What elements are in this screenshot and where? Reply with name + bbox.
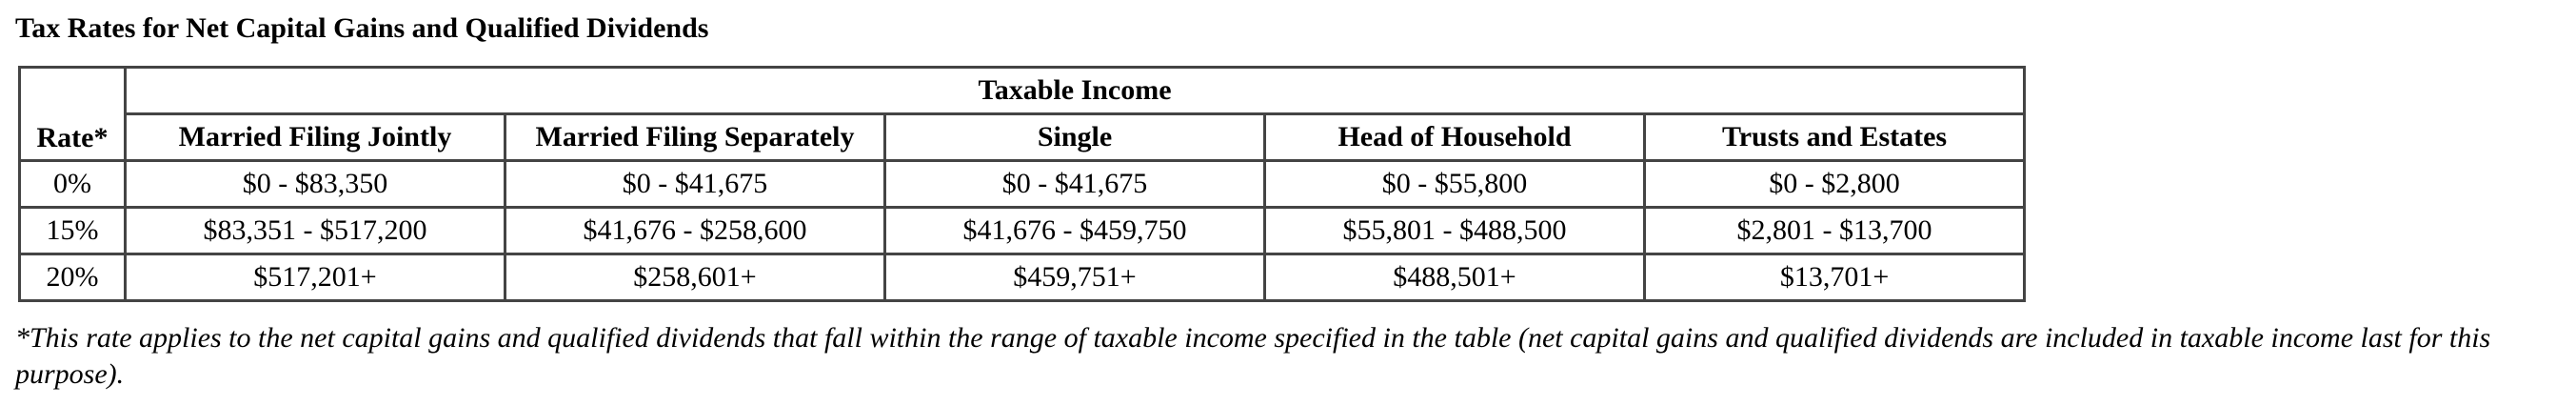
table-cell: $0 - $83,350 bbox=[126, 161, 505, 208]
page-title: Tax Rates for Net Capital Gains and Qualified Dividends bbox=[15, 12, 709, 44]
table-cell: $258,601+ bbox=[505, 254, 885, 301]
rate-cell: 15% bbox=[20, 208, 126, 254]
table-row bbox=[20, 208, 2025, 254]
table-cell: $41,676 - $258,600 bbox=[505, 208, 885, 254]
table-cell: $13,701+ bbox=[1645, 254, 2025, 301]
table-cell: $55,801 - $488,500 bbox=[1265, 208, 1645, 254]
table-row bbox=[20, 161, 2025, 208]
tax-rates-table bbox=[18, 66, 2026, 302]
table-cell: $41,676 - $459,750 bbox=[885, 208, 1265, 254]
rate-cell: 0% bbox=[20, 161, 126, 208]
column-header-trusts-and-estates: Trusts and Estates bbox=[1645, 114, 2025, 161]
header-row-columns bbox=[20, 114, 2025, 161]
column-header-single: Single bbox=[885, 114, 1265, 161]
table-cell: $459,751+ bbox=[885, 254, 1265, 301]
table-row bbox=[20, 254, 2025, 301]
column-header-married-filing-jointly: Married Filing Jointly bbox=[126, 114, 505, 161]
table-cell: $0 - $2,800 bbox=[1645, 161, 2025, 208]
table-cell: $517,201+ bbox=[126, 254, 505, 301]
rate-cell: 20% bbox=[20, 254, 126, 301]
table-cell: $488,501+ bbox=[1265, 254, 1645, 301]
taxable-income-group-header: Taxable Income bbox=[126, 68, 2025, 114]
footnote: *This rate applies to the net capital gains and qualified dividends that fall within the range of taxable income specified in the table (net capital gains and qualified dividends are included in taxable income last for this purpose). bbox=[15, 322, 2491, 390]
table-cell: $0 - $41,675 bbox=[885, 161, 1265, 208]
rate-column-header: Rate* bbox=[20, 68, 126, 161]
table-cell: $0 - $55,800 bbox=[1265, 161, 1645, 208]
table-cell: $0 - $41,675 bbox=[505, 161, 885, 208]
header-row-group bbox=[20, 68, 2025, 114]
column-header-head-of-household: Head of Household bbox=[1265, 114, 1645, 161]
table-cell: $2,801 - $13,700 bbox=[1645, 208, 2025, 254]
table-cell: $83,351 - $517,200 bbox=[126, 208, 505, 254]
column-header-married-filing-separately: Married Filing Separately bbox=[505, 114, 885, 161]
